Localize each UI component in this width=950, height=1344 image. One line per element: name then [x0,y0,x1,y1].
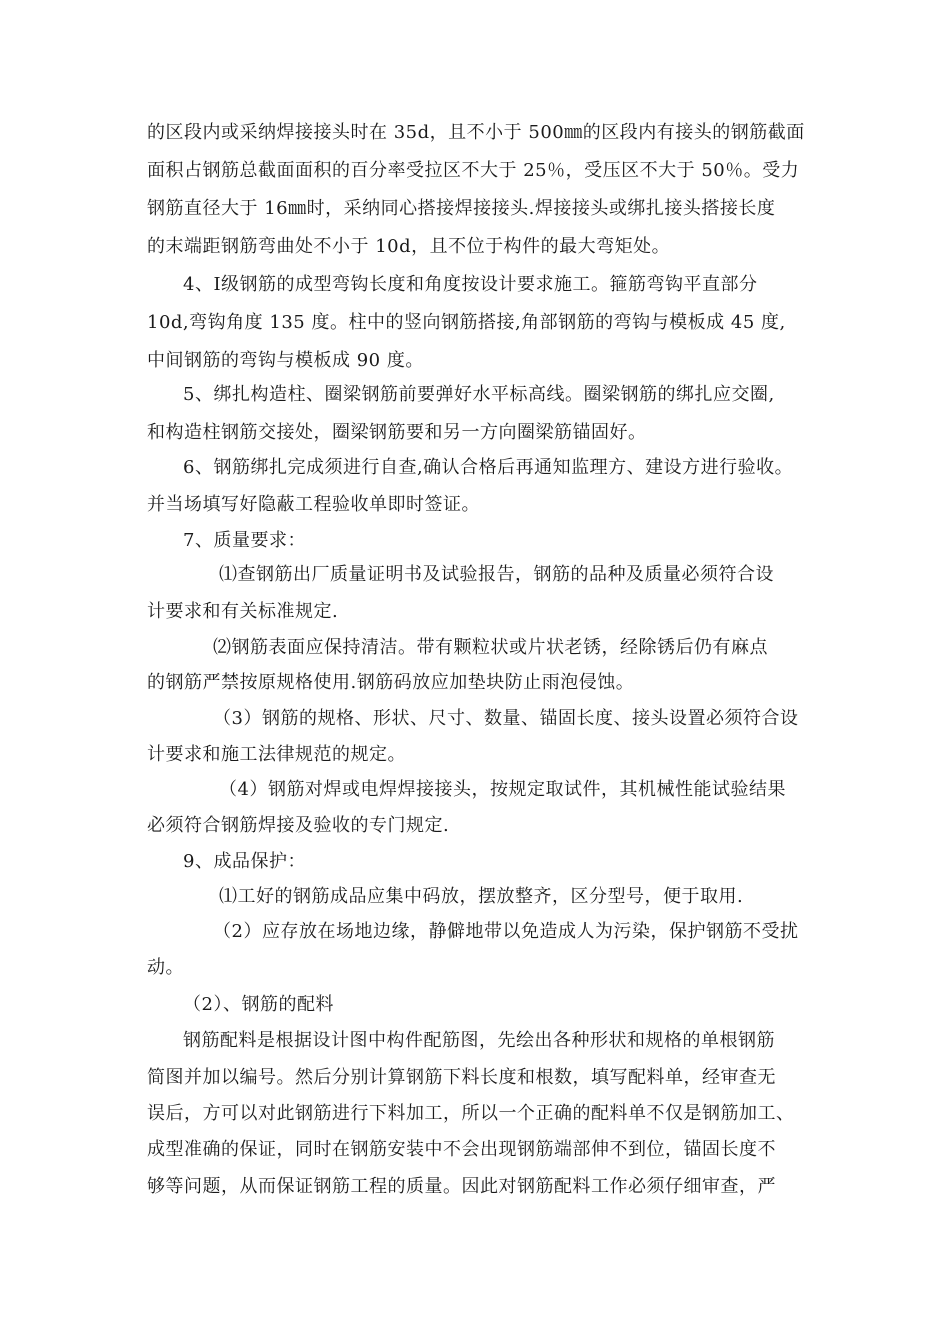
text-line: 误后，方可以对此钢筋进行下料加工，所以一个正确的配料单不仅是钢筋加工、 [147,1103,795,1124]
text-line: 钢筋直径大于 16㎜时，采纳同心搭接焊接接头.焊接接头或绑扎接头搭接长度 [147,198,776,219]
text-line: 中间钢筋的弯钩与模板成 90 度。 [147,350,424,371]
text-line: 6、钢筋绑扎完成须进行自查,确认合格后再通知监理方、建设方进行验收。 [183,457,794,478]
text-line: 动。 [147,957,184,978]
text-line: 5、绑扎构造柱、圈梁钢筋前要弹好水平标高线。圈梁钢筋的绑扎应交圈, [183,384,775,405]
text-line: 简图并加以编号。然后分别计算钢筋下料长度和根数，填写配料单，经审查无 [147,1067,776,1088]
text-line: 成型准确的保证，同时在钢筋安装中不会出现钢筋端部伸不到位，锚固长度不 [147,1139,776,1160]
text-line: 的钢筋严禁按原规格使用.钢筋码放应加垫块防止雨泡侵蚀。 [147,672,635,693]
text-line: 钢筋配料是根据设计图中构件配筋图，先绘出各种形状和规格的单根钢筋 [183,1030,775,1051]
text-line: 和构造柱钢筋交接处，圈梁钢筋要和另一方向圈梁筋锚固好。 [147,422,647,443]
text-line: 并当场填写好隐蔽工程验收单即时签证。 [147,494,480,515]
text-line: 够等问题，从而保证钢筋工程的质量。因此对钢筋配料工作必须仔细审查，严 [147,1176,776,1197]
text-line: 4、I级钢筋的成型弯钩长度和角度按设计要求施工。箍筋弯钩平直部分 [183,274,758,295]
text-line: 必须符合钢筋焊接及验收的专门规定. [147,815,450,836]
text-line: 计要求和有关标准规定. [147,601,339,622]
text-line: 的区段内或采纳焊接接头时在 35d，且不小于 500㎜的区段内有接头的钢筋截面 [147,122,805,143]
text-line: 的末端距钢筋弯曲处不小于 10d，且不位于构件的最大弯矩处。 [147,236,671,257]
text-line: （3）钢筋的规格、形状、尺寸、数量、锚固长度、接头设置必须符合设 [213,708,799,729]
text-line: （4）钢筋对焊或电焊焊接接头，按规定取试件，其机械性能试验结果 [219,779,786,800]
text-line: （2）应存放在场地边缘，静僻地带以免造成人为污染，保护钢筋不受扰 [213,921,799,942]
section-heading: （2）、钢筋的配料 [183,994,334,1015]
text-line: ⑴查钢筋出厂质量证明书及试验报告，钢筋的品种及质量必须符合设 [219,564,774,585]
text-line: ⑴工好的钢筋成品应集中码放，摆放整齐，区分型号，便于取用. [219,886,744,907]
section-heading: 7、质量要求： [183,530,306,551]
text-line: 面积占钢筋总截面面积的百分率受拉区不大于 25％，受压区不大于 50％。受力 [147,160,800,181]
text-line: 计要求和施工法律规范的规定。 [147,744,406,765]
text-line: 10d,弯钩角度 135 度。柱中的竖向钢筋搭接,角部钢筋的弯钩与模板成 45 度, [147,312,786,333]
text-line: ⑵钢筋表面应保持清洁。带有颗粒状或片状老锈，经除锈后仍有麻点 [213,637,768,658]
section-heading: 9、成品保护： [183,851,306,872]
